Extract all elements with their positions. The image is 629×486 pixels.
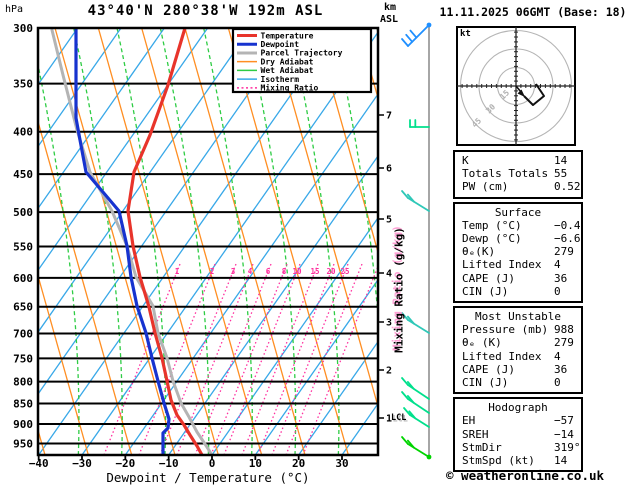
mixing-ratio-value-label: 25 bbox=[340, 267, 350, 276]
dry-adiabat-line bbox=[98, 28, 218, 455]
index-row bbox=[455, 441, 581, 454]
legend-label: Isotherm bbox=[260, 74, 300, 84]
indices-section bbox=[453, 397, 583, 472]
pressure-tick-label: 700 bbox=[13, 327, 33, 341]
index-value: 988 bbox=[554, 323, 574, 337]
index-row bbox=[455, 336, 581, 349]
temp-tick-label: −40 bbox=[28, 457, 49, 470]
index-label: PW (cm) bbox=[462, 180, 509, 194]
indices-section bbox=[453, 202, 583, 303]
index-row bbox=[455, 272, 581, 285]
legend-label: Dry Adiabat bbox=[260, 57, 314, 67]
legend-label: Parcel Trajectory bbox=[260, 48, 343, 58]
legend bbox=[233, 29, 371, 93]
pressure-tick-label: 600 bbox=[13, 271, 33, 285]
index-row bbox=[455, 428, 581, 441]
index-value: 0 bbox=[554, 376, 561, 390]
temp-tick-label: −30 bbox=[72, 457, 92, 470]
index-label: Temp (°C) bbox=[462, 218, 522, 232]
index-row bbox=[455, 376, 581, 389]
wind-barb bbox=[402, 313, 429, 333]
pressure-tick-label: 750 bbox=[13, 352, 33, 366]
km-tick-label: 3 bbox=[386, 317, 393, 329]
pressure-tick-label: 950 bbox=[13, 437, 33, 451]
temp-tick-label: 10 bbox=[248, 457, 262, 470]
km-tick-label: 4 bbox=[386, 268, 393, 280]
indices-section-header: Surface bbox=[494, 205, 542, 219]
wind-barb-shaft bbox=[408, 444, 429, 457]
copyright: © weatheronline.co.uk bbox=[446, 468, 605, 483]
wind-barb-tick bbox=[410, 31, 416, 38]
staff-top-dot bbox=[427, 23, 432, 28]
index-label: CIN (J) bbox=[462, 284, 509, 298]
index-label: Lifted Index bbox=[462, 258, 542, 272]
dry-adiabat-line bbox=[55, 28, 175, 455]
index-row bbox=[455, 167, 581, 180]
pressure-tick-label: 400 bbox=[13, 125, 33, 139]
indices-section bbox=[453, 150, 583, 199]
temp-tick-label: −10 bbox=[158, 457, 179, 470]
index-label: CAPE (J) bbox=[462, 271, 515, 285]
index-label: K bbox=[462, 154, 469, 167]
wind-barb bbox=[410, 120, 429, 127]
indices-section bbox=[453, 306, 583, 394]
index-row bbox=[455, 414, 581, 427]
mixing-ratio-line bbox=[160, 264, 236, 455]
pressure-tick-label: 650 bbox=[13, 300, 33, 314]
temperature-axis-label: Dewpoint / Temperature (°C) bbox=[106, 470, 310, 485]
pressure-tick-label: 450 bbox=[13, 168, 33, 182]
mixing-ratio-line bbox=[303, 264, 379, 455]
mixing-ratio-value-label: 6 bbox=[265, 267, 271, 276]
index-label: StmSpd (kt) bbox=[462, 454, 535, 468]
legend-label: Dewpoint bbox=[260, 40, 300, 50]
index-row bbox=[455, 258, 581, 271]
index-value: 279 bbox=[554, 245, 574, 259]
mixing-ratio-value-label: 10 bbox=[292, 267, 302, 276]
hodograph bbox=[457, 27, 575, 145]
index-value: 36 bbox=[554, 362, 568, 376]
wind-barb bbox=[402, 191, 429, 211]
lcl-marker-label: LCL bbox=[391, 413, 407, 423]
legend-label: Mixing Ratio bbox=[260, 83, 319, 93]
mixing-ratio-line bbox=[272, 264, 348, 455]
temp-tick-label: 20 bbox=[292, 457, 306, 470]
mixing-ratio-value-label: 15 bbox=[310, 267, 320, 276]
index-row bbox=[455, 285, 581, 298]
index-value: 0.52 bbox=[554, 180, 581, 194]
hodograph-ring-label: 45 bbox=[470, 116, 484, 130]
index-row bbox=[455, 219, 581, 232]
pressure-tick-label: 550 bbox=[13, 240, 33, 254]
index-row bbox=[455, 245, 581, 258]
wind-barb-tick bbox=[406, 35, 412, 42]
wind-barb-shaft bbox=[408, 198, 429, 211]
indices-panel bbox=[453, 150, 583, 475]
index-value: 14 bbox=[554, 154, 568, 167]
indices-section-header: Hodograph bbox=[488, 401, 548, 415]
mixing-ratio-axis-label: Mixing Ratio (g/kg) bbox=[392, 227, 406, 353]
index-value: 14 bbox=[554, 454, 568, 468]
pressure-tick-label: 850 bbox=[13, 397, 33, 411]
index-value: 4 bbox=[554, 349, 561, 363]
run-datetime: 11.11.2025 06GMT (Base: 18) bbox=[439, 5, 627, 19]
wind-barb bbox=[402, 437, 429, 457]
index-value: 319° bbox=[554, 440, 581, 454]
height-axis-unit-asl: ASL bbox=[380, 14, 399, 25]
index-value: 55 bbox=[554, 167, 568, 181]
index-value: 0 bbox=[554, 284, 561, 298]
temp-tick-label: 30 bbox=[335, 457, 349, 470]
station-title: 43°40'N 280°38'W 192m ASL bbox=[87, 3, 324, 19]
index-label: StmDir bbox=[462, 440, 502, 454]
hodograph-unit-label: kt bbox=[460, 29, 471, 39]
pressure-tick-label: 500 bbox=[13, 206, 33, 220]
index-row bbox=[455, 323, 581, 336]
pressure-tick-label: 300 bbox=[13, 22, 33, 35]
index-row bbox=[455, 232, 581, 245]
wind-barb bbox=[402, 25, 429, 46]
index-label: θₑ(K) bbox=[462, 245, 496, 259]
index-label: EH bbox=[462, 414, 476, 428]
legend-label: Temperature bbox=[260, 31, 314, 41]
index-label: Dewp (°C) bbox=[462, 232, 522, 246]
pressure-tick-label: 900 bbox=[13, 418, 33, 432]
pressure-tick-label: 800 bbox=[13, 375, 33, 389]
index-label: Lifted Index bbox=[462, 349, 542, 363]
index-row bbox=[455, 154, 581, 167]
index-value: −0.4 bbox=[554, 218, 581, 232]
temp-tick-label: −20 bbox=[115, 457, 136, 470]
mixing-ratio-value-label: 1 bbox=[174, 267, 180, 276]
index-value: 279 bbox=[554, 336, 574, 350]
mixing-ratio-line bbox=[139, 264, 215, 455]
index-row bbox=[455, 350, 581, 363]
hodograph-ring-label: 30 bbox=[484, 102, 498, 116]
km-tick-label: 5 bbox=[386, 214, 393, 226]
km-tick-label: 6 bbox=[386, 163, 393, 175]
index-label: Pressure (mb) bbox=[462, 323, 549, 337]
pressure-axis-unit: hPa bbox=[5, 4, 24, 15]
pressure-tick-label: 350 bbox=[13, 77, 33, 91]
index-label: Totals Totals bbox=[462, 167, 549, 181]
km-tick-label: 2 bbox=[386, 365, 393, 377]
staff-bottom-dot bbox=[427, 455, 432, 460]
wind-barb-shaft bbox=[408, 320, 429, 333]
mixing-ratio-value-label: 20 bbox=[326, 267, 336, 276]
mixing-ratio-value-label: 4 bbox=[247, 267, 253, 276]
legend-label: Wet Adiabat bbox=[260, 66, 314, 76]
wind-barb-shaft bbox=[408, 25, 429, 46]
index-label: CAPE (J) bbox=[462, 362, 515, 376]
mixing-ratio-value-label: 8 bbox=[281, 267, 287, 276]
index-value: −6.6 bbox=[554, 232, 581, 246]
index-row bbox=[455, 180, 581, 193]
km-tick-label: 1 bbox=[386, 413, 393, 425]
index-value: 4 bbox=[554, 258, 561, 272]
index-value: −57 bbox=[554, 414, 574, 428]
hodograph-ring-label: 15 bbox=[498, 88, 512, 102]
height-axis-unit-km: km bbox=[384, 2, 397, 13]
index-row bbox=[455, 363, 581, 376]
index-label: SREH bbox=[462, 427, 489, 441]
index-value: 36 bbox=[554, 271, 568, 285]
index-row bbox=[455, 454, 581, 467]
index-label: θₑ (K) bbox=[462, 336, 502, 350]
index-label: CIN (J) bbox=[462, 376, 509, 390]
km-tick-label: 7 bbox=[386, 110, 393, 122]
wind-barb-tick bbox=[402, 39, 408, 46]
index-value: −14 bbox=[554, 427, 574, 441]
temp-tick-label: 0 bbox=[208, 457, 216, 470]
mixing-ratio-value-label: 3 bbox=[230, 267, 236, 276]
mixing-ratio-value-label: 2 bbox=[209, 267, 215, 276]
indices-section-header: Most Unstable bbox=[474, 310, 562, 324]
